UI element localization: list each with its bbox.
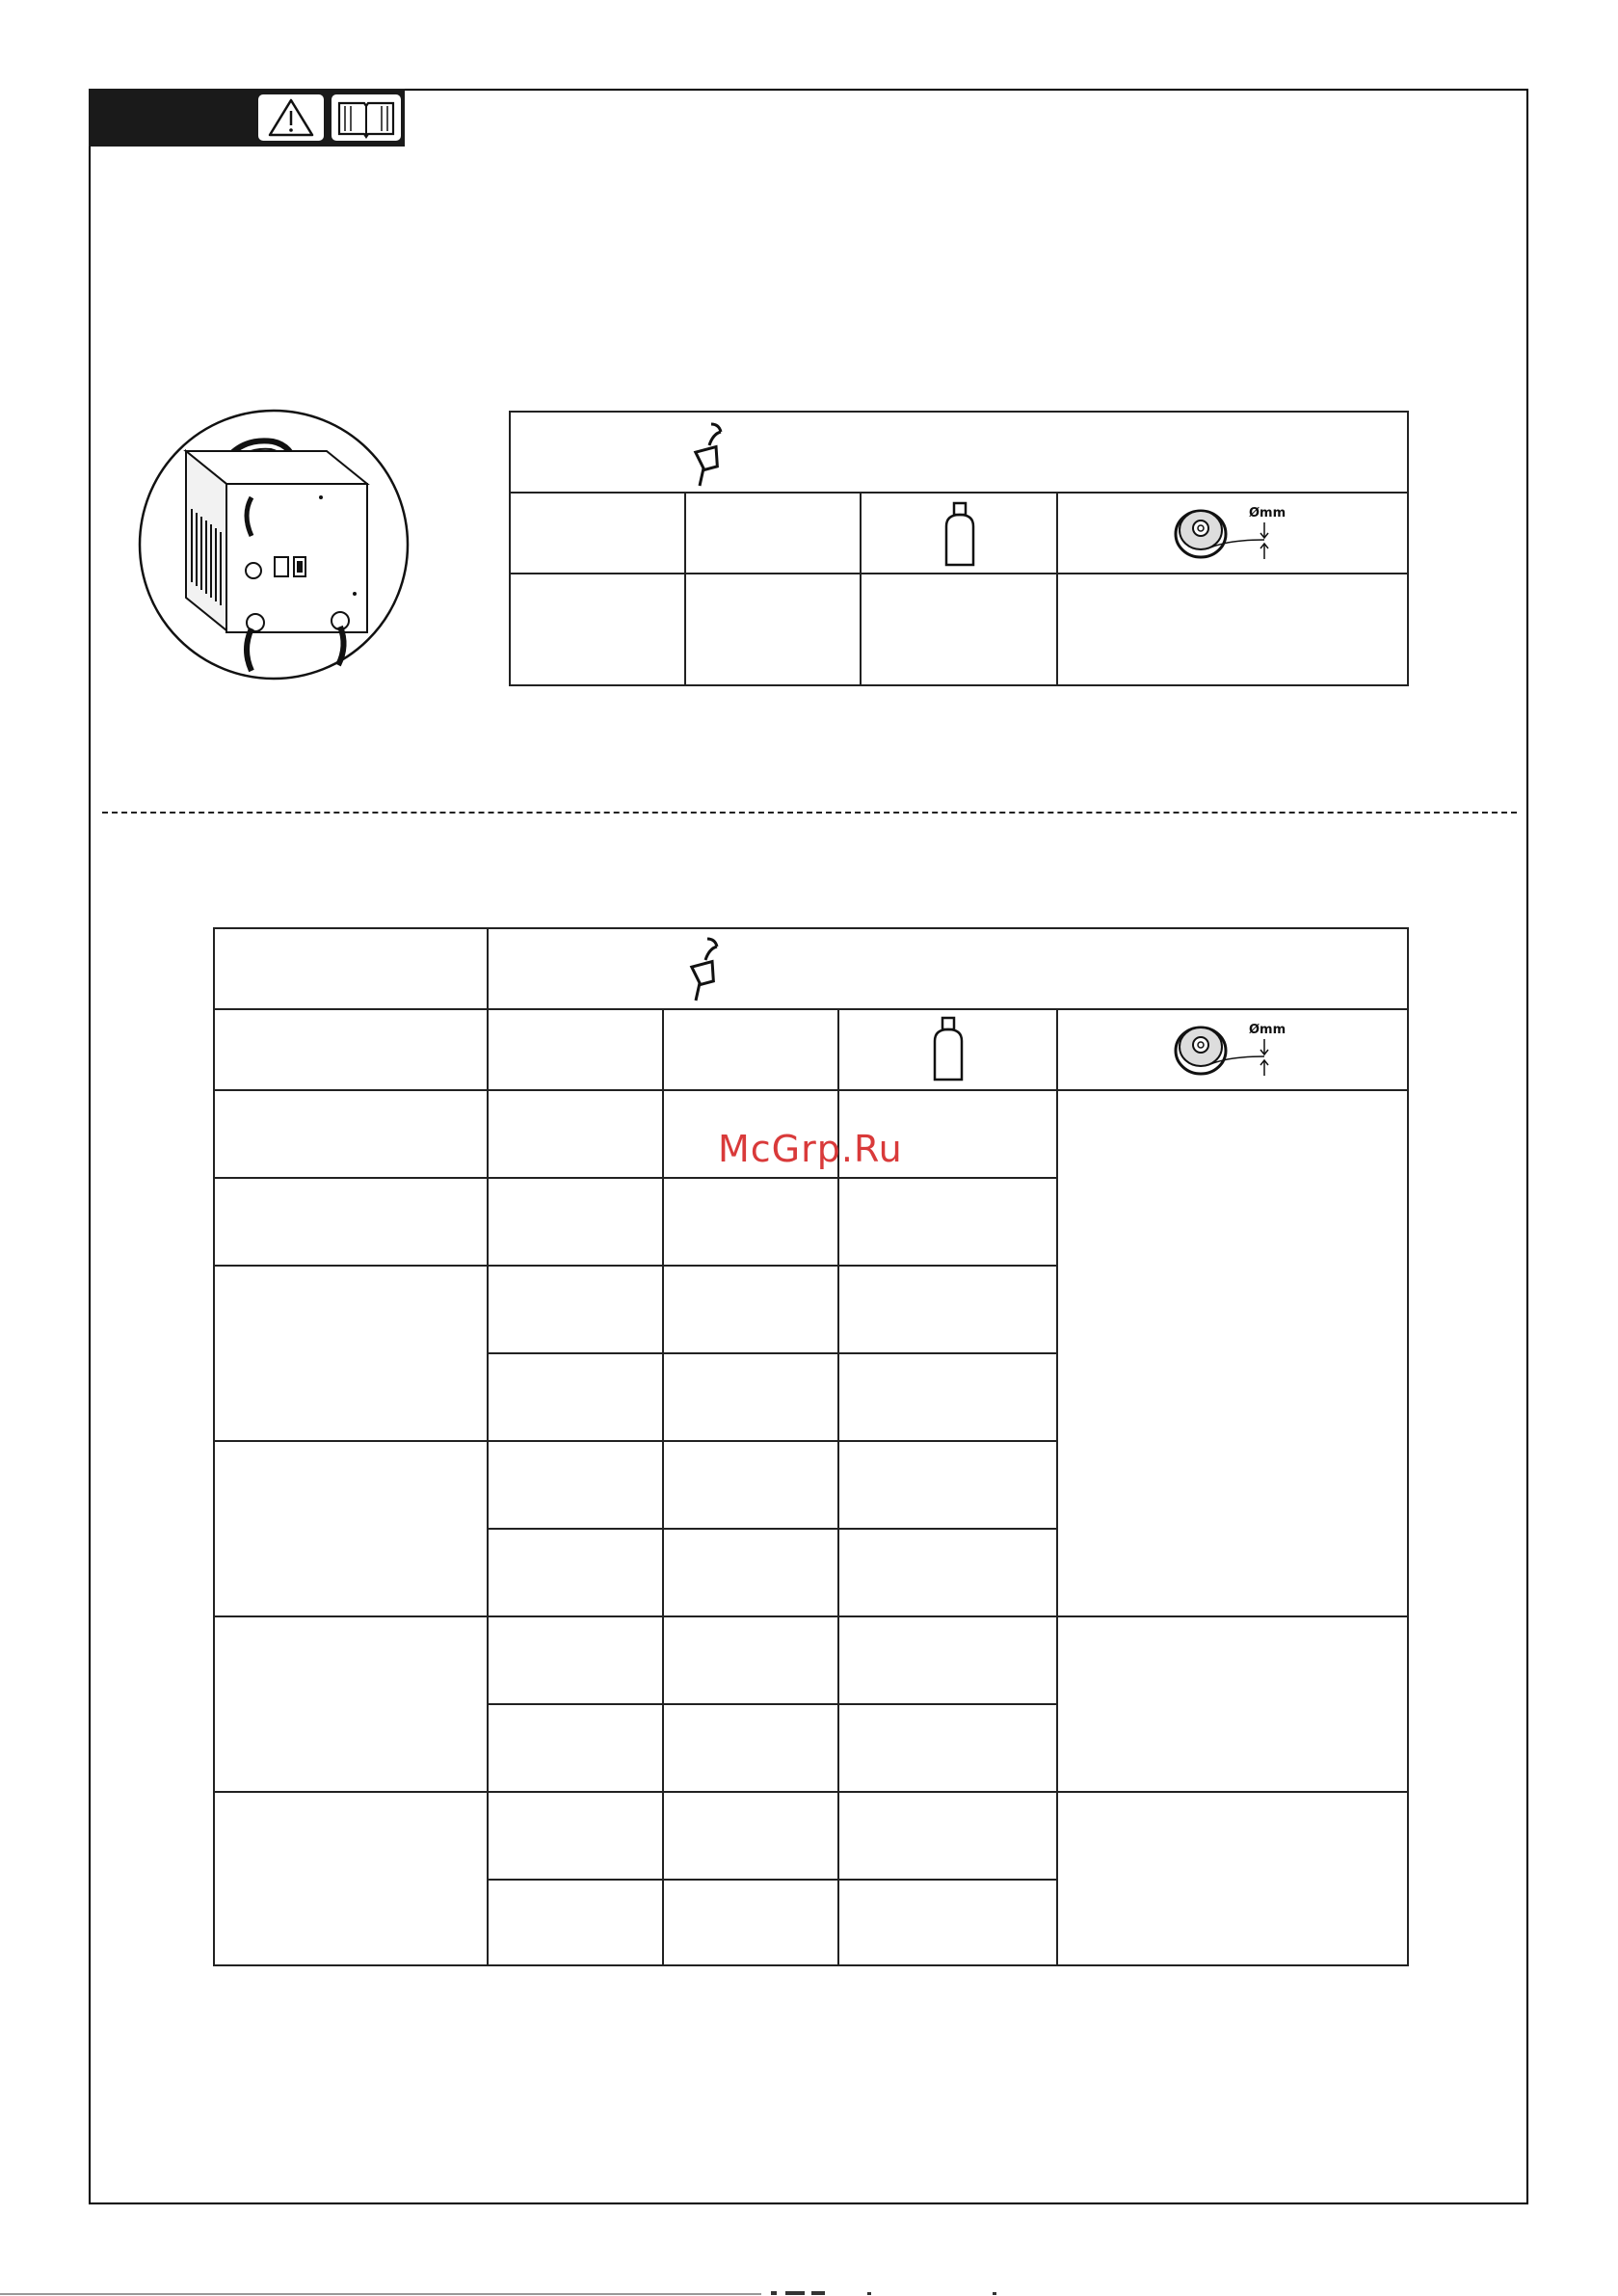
bottom-table-row-label [213, 1791, 489, 1966]
bottom-table-header [487, 927, 1409, 1010]
bottom-table-cell [837, 1440, 1058, 1530]
bottom-table-col-head [487, 1008, 664, 1091]
bottom-table-cell [837, 1791, 1058, 1881]
bottom-table-cell [487, 1703, 664, 1793]
bottom-table-cell [487, 1177, 664, 1267]
top-table-col-2-head [684, 492, 862, 574]
top-table-header [509, 411, 1409, 494]
bottom-table-row-label [213, 1615, 489, 1793]
manual-book-icon [332, 94, 401, 141]
gas-bottle-icon [941, 501, 979, 571]
bottom-table-cell [487, 1879, 664, 1966]
bottom-table-cell [662, 1352, 839, 1442]
section-divider [102, 812, 1517, 814]
bottom-table-corner [213, 927, 489, 1010]
bottom-table-cell [487, 1528, 664, 1617]
bottom-table-row-label [213, 1177, 489, 1267]
top-table-cell [509, 573, 686, 686]
bottom-table-wire-cell [1056, 1615, 1409, 1793]
bottom-table-cell [837, 1265, 1058, 1354]
scan-edge-marks [0, 2290, 1618, 2296]
top-table-cell [860, 573, 1058, 686]
bottom-table-wire-cell [1056, 1791, 1409, 1966]
top-table-cell [684, 573, 862, 686]
bottom-table-cell [662, 1703, 839, 1793]
power-plug-icon [690, 422, 732, 494]
bottom-table-cell [837, 1352, 1058, 1442]
wire-spool-diameter-icon [1172, 501, 1287, 567]
bottom-table-cell [662, 1791, 839, 1881]
spool-diameter-label: Ømm [1249, 1023, 1286, 1037]
gas-bottle-icon [929, 1016, 968, 1085]
bottom-table-cell [837, 1879, 1058, 1966]
watermark: McGrp.Ru [718, 1128, 903, 1170]
bottom-table-col-head [213, 1008, 489, 1091]
bottom-table-cell [487, 1440, 664, 1530]
power-plug-icon [686, 937, 729, 1008]
bottom-table-cell [487, 1265, 664, 1354]
bottom-table-cell [837, 1703, 1058, 1793]
spool-diameter-label: Ømm [1249, 506, 1286, 521]
top-table-cell [1056, 573, 1409, 686]
bottom-table-cell [837, 1177, 1058, 1267]
bottom-table-row-label [213, 1265, 489, 1442]
welder-machine-illustration [138, 409, 410, 681]
warning-triangle-icon [258, 94, 324, 141]
bottom-table-row-label [213, 1089, 489, 1179]
bottom-table-cell [487, 1352, 664, 1442]
bottom-table-cell [662, 1528, 839, 1617]
bottom-table-col-head [662, 1008, 839, 1091]
bottom-table-wire-cell [1056, 1089, 1409, 1617]
bottom-table-cell [662, 1440, 839, 1530]
bottom-table-cell [487, 1089, 664, 1179]
bottom-table-cell [662, 1879, 839, 1966]
wire-spool-diameter-icon [1172, 1018, 1287, 1083]
bottom-table-row-label [213, 1440, 489, 1617]
bottom-table-cell [662, 1177, 839, 1267]
bottom-table-cell [837, 1528, 1058, 1617]
top-table-col-1-head [509, 492, 686, 574]
bottom-table-cell [662, 1265, 839, 1354]
bottom-table-cell [662, 1615, 839, 1705]
bottom-table-cell [837, 1615, 1058, 1705]
bottom-table-cell [487, 1615, 664, 1705]
bottom-table-cell [487, 1791, 664, 1881]
